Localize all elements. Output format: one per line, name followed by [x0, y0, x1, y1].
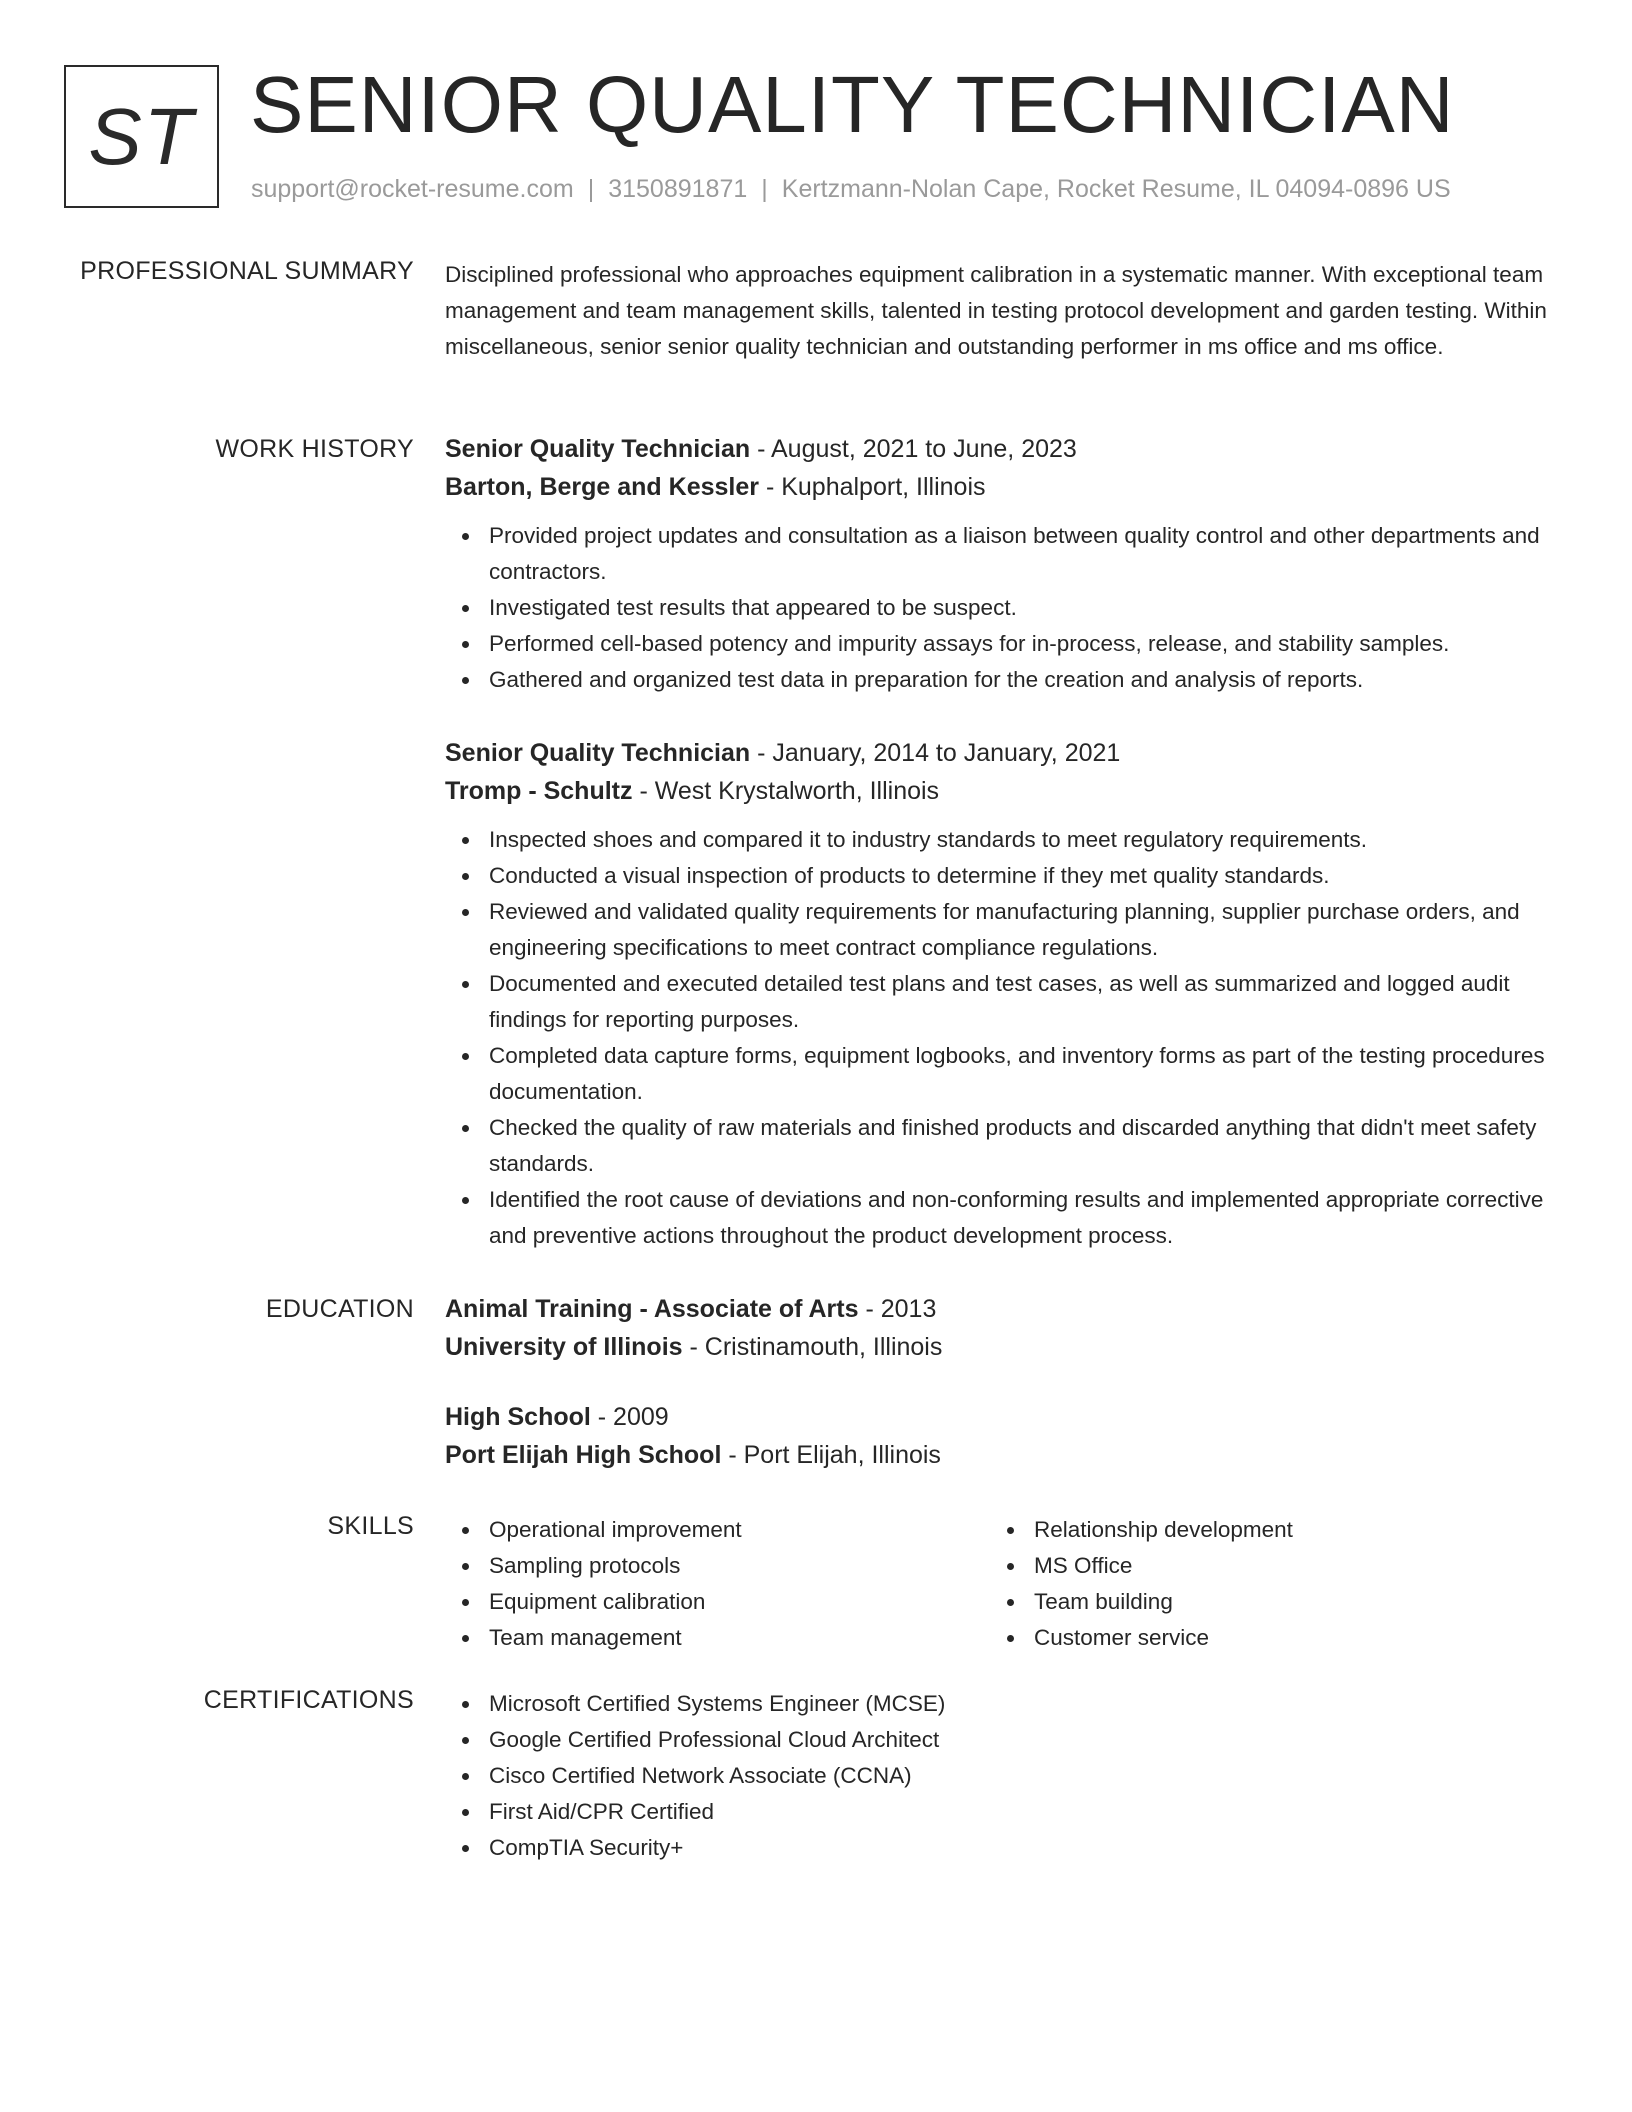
list-item: Sampling protocols [445, 1548, 990, 1584]
education-year: - 2013 [858, 1295, 937, 1323]
section-label-work: WORK HISTORY [215, 435, 414, 463]
list-item: CompTIA Security+ [445, 1830, 1565, 1866]
list-item: Inspected shoes and compared it to industry standards to meet regulatory requirements. [445, 822, 1565, 858]
skills-column-2 [990, 1512, 1535, 1656]
skills-column-1 [445, 1512, 990, 1656]
education-entry [445, 1290, 1565, 1366]
job-title: Senior Quality Technician [445, 435, 751, 463]
list-item: Microsoft Certified Systems Engineer (MCSE) [445, 1686, 1565, 1722]
list-item: Identified the root cause of deviations and non-conforming results and implemented appropriate corrective and preventive actions throughout the product development process. [445, 1182, 1565, 1254]
education-school: Port Elijah High School [445, 1441, 722, 1469]
contact-address: Kertzmann-Nolan Cape, Rocket Resume, IL 04094-0896 US [781, 175, 1451, 203]
job-title-line [445, 734, 1565, 772]
job-company: Tromp - Schultz [445, 777, 633, 805]
list-item: Documented and executed detailed test plans and test cases, as well as summarized and logged audit findings for reporting purposes. [445, 966, 1565, 1038]
section-label-skills: SKILLS [327, 1512, 414, 1540]
section-label-certifications: CERTIFICATIONS [203, 1686, 414, 1714]
job-company-line [445, 772, 1565, 810]
list-item: Relationship development [990, 1512, 1535, 1548]
list-item: Team management [445, 1620, 990, 1656]
education-school-line [445, 1436, 1565, 1474]
list-item: Investigated test results that appeared to be suspect. [445, 590, 1565, 626]
job-title: Senior Quality Technician [445, 739, 751, 767]
education-degree-line [445, 1398, 1565, 1436]
job-location: - West Krystalworth, Illinois [632, 777, 940, 805]
section-label-summary: PROFESSIONAL SUMMARY [80, 257, 414, 285]
education-year: - 2009 [590, 1403, 669, 1431]
list-item: Operational improvement [445, 1512, 990, 1548]
job-location: - Kuphalport, Illinois [759, 473, 986, 501]
page-title: SENIOR QUALITY TECHNICIAN [250, 60, 1455, 149]
list-item: First Aid/CPR Certified [445, 1794, 1565, 1830]
list-item: Team building [990, 1584, 1535, 1620]
list-item: Customer service [990, 1620, 1535, 1656]
summary-text: Disciplined professional who approaches equipment calibration in a systematic manner. With exceptional team management and team management skills, talented in testing protocol development and garden testing. Within miscellaneous, senior senior quality technician and outstanding performer in ms office and ms office. [445, 262, 1547, 359]
list-item: Equipment calibration [445, 1584, 990, 1620]
job-company-line [445, 468, 1565, 506]
job-bullets [445, 822, 1565, 1254]
section-label-education: EDUCATION [265, 1295, 414, 1323]
contact-separator: | [761, 175, 768, 203]
list-item: MS Office [990, 1548, 1535, 1584]
resume-header [64, 60, 1564, 210]
education-degree: High School [445, 1403, 591, 1431]
certifications-list-wrapper [445, 1686, 1565, 1866]
list-item: Provided project updates and consultation as a liaison between quality control and other departments and contractors. [445, 518, 1565, 590]
list-item: Reviewed and validated quality requirements for manufacturing planning, supplier purchase orders, and engineering specifications to meet contract compliance regulations. [445, 894, 1565, 966]
contact-separator: | [587, 175, 595, 203]
list-item: Completed data capture forms, equipment logbooks, and inventory forms as part of the testing procedures documentation. [445, 1038, 1565, 1110]
education-degree-line [445, 1290, 1565, 1328]
job-dates: - August, 2021 to June, 2023 [750, 435, 1077, 463]
job-company: Barton, Berge and Kessler [445, 473, 759, 501]
contact-line [251, 175, 1451, 204]
job-title-line [445, 430, 1565, 468]
education-school-line [445, 1328, 1565, 1366]
job-bullets [445, 518, 1565, 698]
education-location: - Port Elijah, Illinois [721, 1441, 941, 1469]
list-item: Google Certified Professional Cloud Architect [445, 1722, 1565, 1758]
list-item: Performed cell-based potency and impurity assays for in-process, release, and stability samples. [445, 626, 1565, 662]
list-item: Conducted a visual inspection of products to determine if they met quality standards. [445, 858, 1565, 894]
list-item: Checked the quality of raw materials and finished products and discarded anything that didn't meet safety standards. [445, 1110, 1565, 1182]
monogram: ST [64, 65, 219, 208]
job-dates: - January, 2014 to January, 2021 [750, 739, 1121, 767]
list-item: Cisco Certified Network Associate (CCNA) [445, 1758, 1565, 1794]
education-school: University of Illinois [445, 1333, 683, 1361]
contact-email: support@rocket-resume.com [251, 175, 574, 203]
certifications-list [445, 1686, 1565, 1866]
education-entry [445, 1398, 1565, 1474]
list-item: Gathered and organized test data in preparation for the creation and analysis of reports. [445, 662, 1565, 698]
skills-grid [445, 1512, 1565, 1656]
job-entry [445, 430, 1565, 698]
education-location: - Cristinamouth, Illinois [682, 1333, 943, 1361]
job-entry [445, 734, 1565, 1254]
contact-phone: 3150891871 [608, 175, 748, 203]
education-degree: Animal Training - Associate of Arts [445, 1295, 859, 1323]
